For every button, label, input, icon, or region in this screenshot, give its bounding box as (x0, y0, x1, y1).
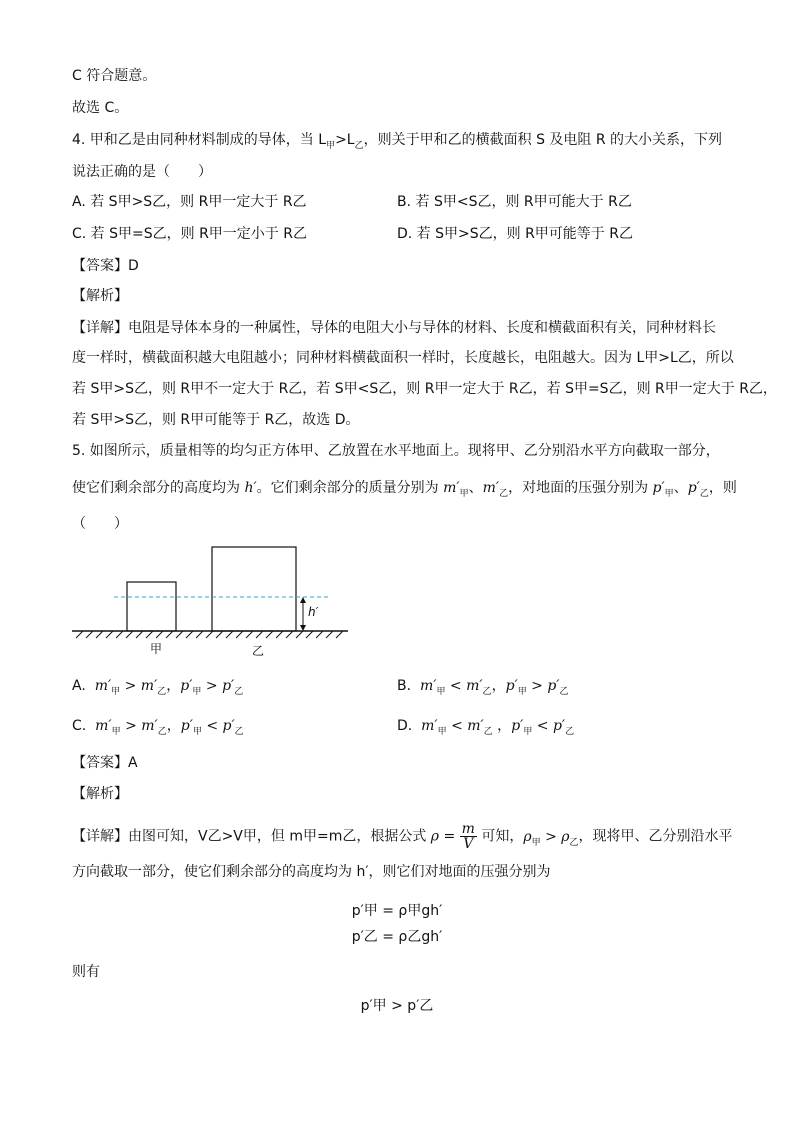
label-yi: 乙 (252, 644, 265, 658)
detail-text: 电阻是导体本身的一种属性，导体的电阻大小与导体的材料、长度和横截面积有关，同种材料长 (128, 320, 716, 336)
cube-jia (127, 582, 176, 631)
q5-detail: 方向截取一部分，使它们剩余部分的高度均为 h′，则它们对地面的压强分别为 (72, 864, 551, 880)
q4-analysis-tag: 【解析】 (72, 288, 128, 304)
q4-detail: 若 S甲>S乙，则 R甲可能等于 R乙，故选 D。 (72, 412, 360, 428)
equation: p′乙 = ρ乙gh′ (351, 929, 443, 945)
text-line: 则有 (72, 964, 100, 980)
q5-answer (72, 753, 138, 773)
q5-option-b: B. $m'_甲 < m'_乙$，$p'_甲 > p'_乙$ (397, 678, 569, 697)
q5-stem-part: ，则 (708, 480, 737, 496)
text-line: 故选 C。 (72, 100, 129, 116)
q5-option-d: D. $m'_甲 < m'_乙$ ，$p'_甲 < p'_乙$ (397, 718, 575, 737)
q4-option-d: D. 若 S甲>S乙，则 R甲可能等于 R乙 (397, 226, 633, 242)
q5-option-c: C. $m'_甲 > m'_乙$，$p'_甲 < p'_乙$ (72, 718, 244, 737)
q5-detail: 【详解】由图可知，V乙>V甲，但 m甲=m乙，根据公式 ρ = $\frac{m}{V}$ 可知，$\rho_甲 > \rho_乙$，现将甲、乙分别沿水平 (72, 821, 733, 852)
q5-analysis-tag: 【解析】 (72, 786, 128, 802)
cube-yi (212, 547, 296, 631)
density-fraction: $\frac{m}{V}$ (461, 821, 475, 852)
equation: p′甲 = ρ甲gh′ (351, 903, 443, 919)
q4-option-c: C. 若 S甲=S乙，则 R甲一定小于 R乙 (72, 226, 307, 242)
q4-stem: 4. 甲和乙是由同种材料制成的导体，当 $L_甲>L_乙$，则关于甲和乙的横截面积 S 及电阻 R 的大小关系，下列 (72, 132, 723, 151)
q5-stem-part: 使它们剩余部分的高度均为 (72, 480, 240, 496)
q4-detail: 若 S甲>S乙，则 R甲不一定大于 R乙，若 S甲<S乙，则 R甲一定大于 R乙，若 S甲=S乙，则 R甲一定大于 R乙， (72, 381, 777, 397)
q4-answer (72, 256, 139, 276)
detail-text: 可知， (481, 828, 524, 845)
q4-option-a: A. 若 S甲>S乙，则 R甲一定大于 R乙 (72, 194, 307, 210)
q5-stem: 使它们剩余部分的高度均为 h′。它们剩余部分的质量分别为 $m'_甲$、$m'_乙$，对地面的压强分别为 $p'_甲$、$p'_乙$，则 (72, 480, 737, 499)
text-line: C 符合题意。 (72, 68, 157, 84)
answer-tag: 【答案】 (72, 755, 128, 771)
answer-value: A (128, 755, 138, 771)
answer-tag: 【答案】 (72, 258, 128, 274)
q5-stem-part: ，对地面的压强分别为 (508, 480, 649, 496)
ground-hatch (76, 631, 343, 638)
detail-tag: 【详解】 (72, 828, 128, 845)
equation: p′甲 > p′乙 (360, 998, 434, 1014)
q4-stem-part: ，则关于甲和乙的横截面积 S 及电阻 R 的大小关系，下列 (363, 132, 723, 148)
detail-text: 由图可知，V乙>V甲，但 m甲=m乙，根据公式 (128, 828, 427, 845)
q5-stem: 5. 如图所示，质量相等的均匀正方体甲、乙放置在水平地面上。现将甲、乙分别沿水平方向截取一部分， (72, 443, 720, 459)
answer-value: D (128, 258, 139, 274)
q4-detail (72, 318, 716, 338)
detail-text: ，现将甲、乙分别沿水平 (578, 828, 733, 845)
q5-stem-part: 。它们剩余部分的质量分别为 (256, 480, 439, 496)
q5-figure (70, 540, 360, 662)
q4-detail: 度一样时，横截面积越大电阻越小；同种材料横截面积一样时，长度越长，电阻越大。因为 L甲>L乙，所以 (72, 350, 734, 366)
height-label: h′ (308, 605, 319, 619)
q4-option-b: B. 若 S甲<S乙，则 R甲可能大于 R乙 (397, 194, 632, 210)
q5-option-a: A. $m'_甲 > m'_乙$，$p'_甲 > p'_乙$ (72, 678, 244, 697)
q4-stem: 说法正确的是（ ） (72, 164, 212, 180)
q4-stem-part: 4. 甲和乙是由同种材料制成的导体，当 L (72, 132, 327, 148)
detail-tag: 【详解】 (72, 320, 128, 336)
q5-stem: （ ） (72, 516, 128, 532)
label-jia: 甲 (150, 642, 163, 656)
